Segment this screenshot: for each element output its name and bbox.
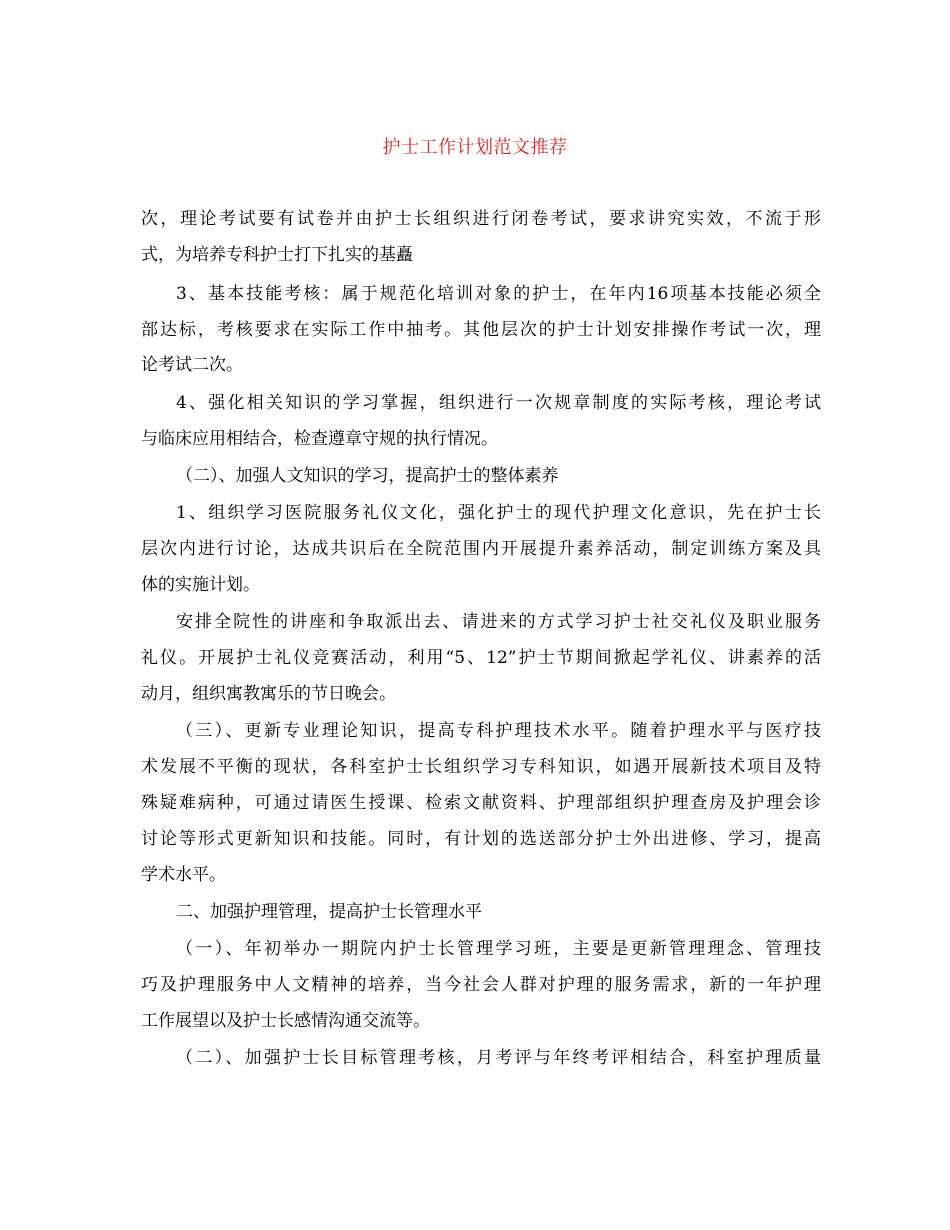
body-line: 体的实施计划。 [141,575,260,595]
body-line: 式，为培养专科护士打下扎实的基矗 [141,245,413,265]
body-line: 巧及护理服务中人文精神的培养，当今社会人群对护理的服务需求，新的一年护理 [141,975,821,995]
body-line: 层次内进行讨论，达成共识后在全院范围内开展提升素养活动，制定训练方案及具 [141,539,821,559]
body-line: 次，理论考试要有试卷并由护士长组织进行闭卷考试，要求讲究实效，不流于形 [141,209,821,229]
section-heading: （二）、加强人文知识的学习，提高护士的整体素养 [176,466,559,486]
body-line: 3、基本技能考核：属于规范化培训对象的护士，在年内16项基本技能必须全 [176,284,821,304]
body-line: 部达标，考核要求在实际工作中抽考。其他层次的护士计划安排操作考试一次，理 [141,320,821,340]
body-line: 礼仪。开展护士礼仪竞赛活动，利用“5、12”护士节期间掀起学礼仪、讲素养的活 [141,648,821,668]
document-title: 护士工作计划范文推荐 [382,137,568,158]
body-line: 术发展不平衡的现状，各科室护士长组织学习专科知识，如遇开展新技术项目及特 [141,757,821,777]
body-line: 1、组织学习医院服务礼仪文化，强化护士的现代护理文化意识，先在护士长 [176,503,821,523]
body-line: 动月，组织寓教寓乐的节日晚会。 [141,684,396,704]
body-line: 4、强化相关知识的学习掌握，组织进行一次规章制度的实际考核，理论考试 [176,393,821,413]
body-line: 安排全院性的讲座和争取派出去、请进来的方式学习护士社交礼仪及职业服务 [176,612,821,632]
body-line: 与临床应用相结合，检查遵章守规的执行情况。 [141,429,498,449]
body-line: 学术水平。 [141,865,226,885]
body-line: （三）、更新专业理论知识，提高专科护理技术水平。随着护理水平与医疗技 [176,721,821,741]
body-line: 论考试二次。 [141,355,243,375]
body-line: 讨论等形式更新知识和技能。同时，有计划的选送部分护士外出进修、学习，提高 [141,829,821,849]
section-heading: 二、加强护理管理，提高护士长管理水平 [176,902,482,922]
body-line: （二）、加强护士长目标管理考核，月考评与年终考评相结合，科室护理质量 [176,1048,821,1068]
body-line: 殊疑难病种，可通过请医生授课、检索文献资料、护理部组织护理查房及护理会诊 [141,793,821,813]
body-line: （一）、年初举办一期院内护士长管理学习班，主要是更新管理理念、管理技 [176,939,821,959]
body-line: 工作展望以及护士长感情沟通交流等。 [141,1011,430,1031]
